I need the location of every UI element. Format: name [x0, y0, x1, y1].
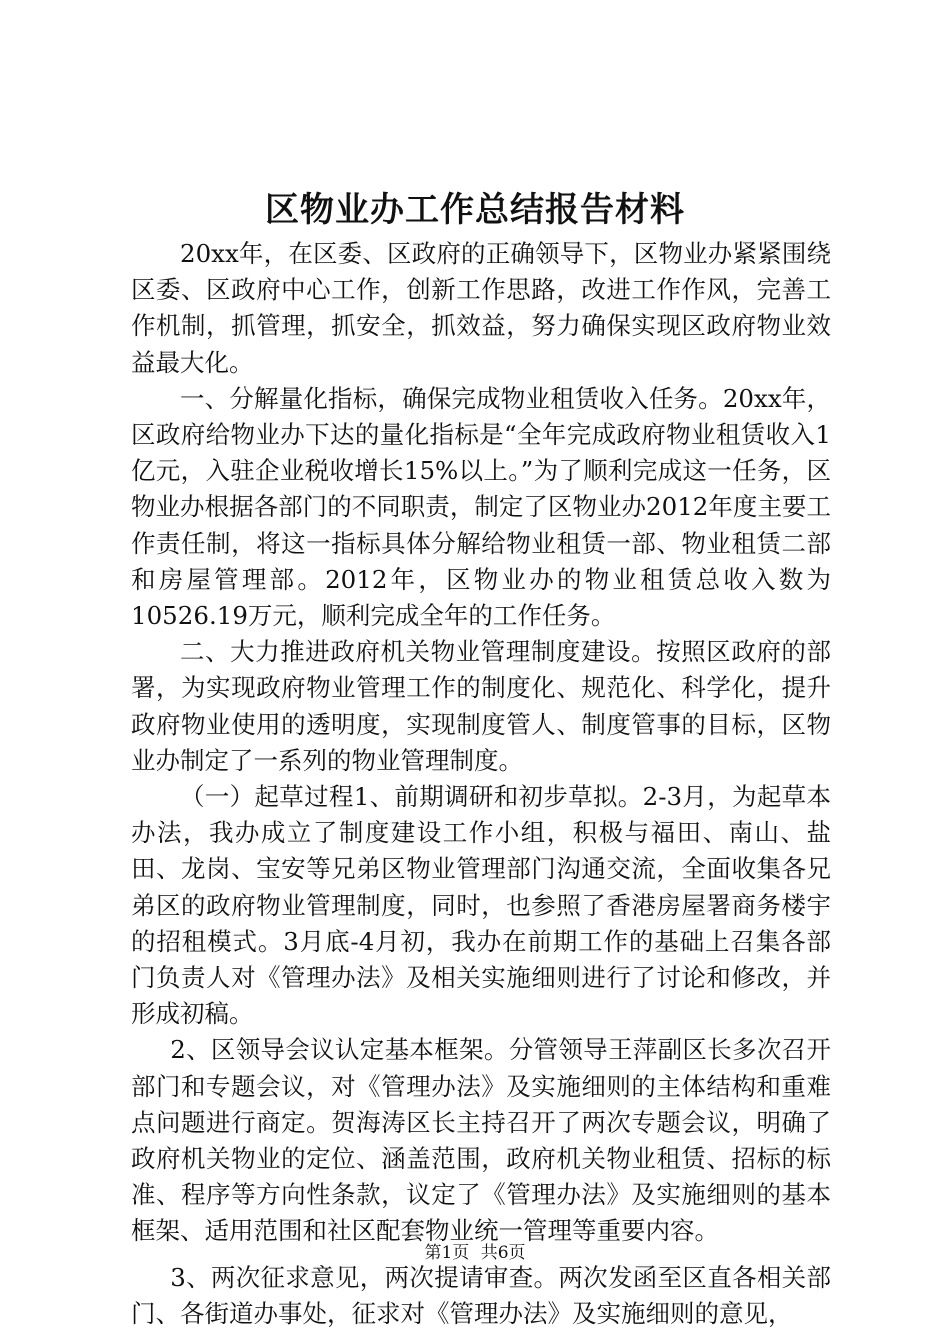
paragraph-item-2: 2、区领导会议认定基本框架。分管领导王萍副区长多次召开部门和专题会议，对《管理办法》及实施细则的主体结构和重难点问题进行商定。贺海涛区长主持召开了两次专题会议，明确了政府机关物业的定位、涵盖范围，政府机关物业租赁、招标的标准、程序等方向性条款，议定了《管理办法》及实施细则的基本框架、适用范围和社区配套物业统一管理等重要内容。 — [131, 1035, 831, 1246]
document-body — [131, 236, 831, 1332]
paragraph-section-1: 一、分解量化指标，确保完成物业租赁收入任务。20xx年，区政府给物业办下达的量化指标是“全年完成政府物业租赁收入1亿元，入驻企业税收增长15%以上。”为了顺利完成这一任务，区物业办根据各部门的不同职责，制定了区物业办2012年度主要工作责任制，将这一指标具体分解给物业租赁一部、物业租赁二部和房屋管理部。2012年，区物业办的物业租赁总收入数为10526.19万元，顺利完成全年的工作任务。 — [131, 383, 831, 631]
paragraph-section-2: 二、大力推进政府机关物业管理制度建设。按照区政府的部署，为实现政府物业管理工作的制度化、规范化、科学化，提升政府物业使用的透明度，实现制度管人、制度管事的目标，区物业办制定了一系列的物业管理制度。 — [131, 637, 831, 775]
paragraph-subsection-1: （一）起草过程1、前期调研和初步草拟。2-3月，为起草本办法，我办成立了制度建设工作小组，积极与福田、南山、盐田、龙岗、宝安等兄弟区物业管理部门沟通交流，全面收集各兄弟区的政府物业管理制度，同时，也参照了香港房屋署商务楼宇的招租模式。3月底-4月初，我办在前期工作的基础上召集各部门负责人对《管理办法》及相关实施细则进行了讨论和修改，并形成初稿。 — [131, 782, 831, 1029]
document-title: 区物业办工作总结报告材料 — [265, 190, 685, 230]
page-number-footer: 第1页 共6页 — [424, 1243, 526, 1263]
paragraph-intro: 20xx年，在区委、区政府的正确领导下，区物业办紧紧围绕区委、区政府中心工作，创新工作思路，改进工作作风，完善工作机制，抓管理，抓安全，抓效益，努力确保实现区政府物业效益最大化。 — [131, 239, 831, 377]
paragraph-item-3: 3、两次征求意见，两次提请审查。两次发函至区直各相关部门、各街道办事处，征求对《管理办法》及实施细则的意见， — [131, 1262, 831, 1328]
